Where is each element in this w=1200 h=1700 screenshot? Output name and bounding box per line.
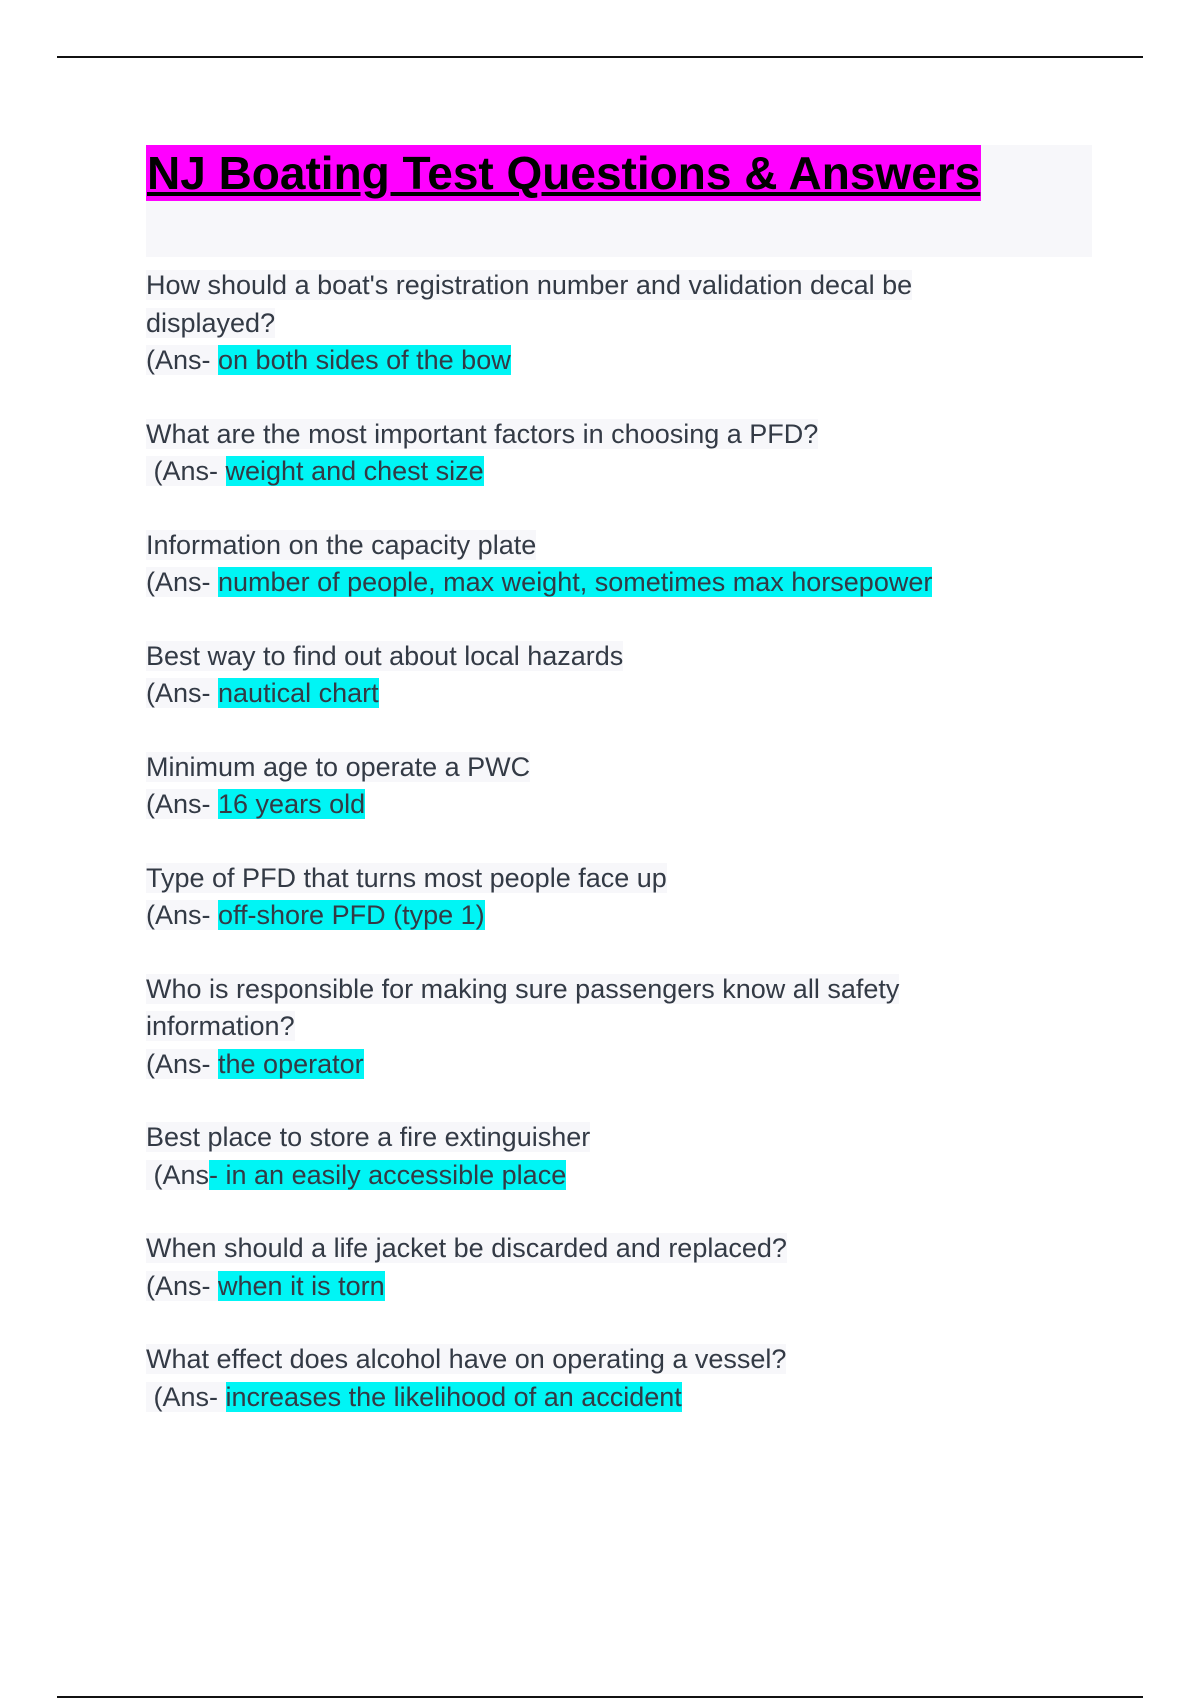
answer-prefix: (Ans- bbox=[146, 567, 219, 597]
answer-prefix: (Ans- bbox=[146, 900, 219, 930]
answer-prefix: (Ans- bbox=[146, 345, 219, 375]
qa-item bbox=[146, 971, 1092, 1084]
document-title: NJ Boating Test Questions & Answers bbox=[147, 147, 981, 199]
question-text: Minimum age to operate a PWC bbox=[146, 751, 531, 782]
question-text: information? bbox=[146, 1011, 295, 1041]
answer-prefix: (Ans- bbox=[146, 1048, 219, 1079]
answer-prefix: (Ans- bbox=[146, 1381, 226, 1412]
question-text: What effect does alcohol have on operating a vessel? bbox=[146, 1344, 787, 1374]
top-rule bbox=[57, 56, 1143, 58]
answer-text: when it is torn bbox=[218, 1270, 385, 1301]
document-body bbox=[146, 145, 1092, 1452]
bottom-rule bbox=[57, 1696, 1143, 1698]
qa-item bbox=[146, 638, 1092, 713]
question-text: When should a life jacket be discarded and replaced? bbox=[146, 1233, 787, 1263]
question-text: How should a boat's registration number and validation decal be bbox=[146, 270, 913, 300]
question-text: Best place to store a fire extinguisher bbox=[146, 1122, 591, 1152]
answer-prefix: (Ans- bbox=[146, 789, 219, 819]
title-block bbox=[146, 145, 1092, 257]
answer-text: increases the likelihood of an accident bbox=[225, 1381, 682, 1412]
answer-text: the operator bbox=[218, 1048, 364, 1079]
qa-item bbox=[146, 267, 1092, 380]
question-text: Who is responsible for making sure passengers know all safety bbox=[146, 973, 900, 1004]
answer-text: nautical chart bbox=[218, 678, 379, 708]
qa-item bbox=[146, 527, 1092, 602]
answer-prefix: (Ans bbox=[146, 1159, 210, 1190]
question-text: Best way to find out about local hazards bbox=[146, 640, 624, 671]
qa-item bbox=[146, 860, 1092, 935]
question-text: What are the most important factors in choosing a PFD? bbox=[146, 418, 819, 449]
answer-text: number of people, max weight, sometimes max horsepower bbox=[218, 567, 933, 597]
answer-text: 16 years old bbox=[218, 789, 366, 819]
answer-text: off-shore PFD (type 1) bbox=[218, 900, 485, 930]
answer-text: on both sides of the bow bbox=[218, 345, 511, 375]
answer-text: - in an easily accessible place bbox=[209, 1159, 567, 1190]
question-text: displayed? bbox=[146, 307, 276, 338]
answer-text: weight and chest size bbox=[225, 456, 484, 486]
question-text: Type of PFD that turns most people face up bbox=[146, 862, 667, 893]
qa-item bbox=[146, 416, 1092, 491]
qa-item bbox=[146, 1230, 1092, 1305]
qa-item bbox=[146, 749, 1092, 824]
qa-item bbox=[146, 1341, 1092, 1416]
qa-item bbox=[146, 1119, 1092, 1194]
answer-prefix: (Ans- bbox=[146, 456, 226, 486]
answer-prefix: (Ans- bbox=[146, 1270, 219, 1301]
question-text: Information on the capacity plate bbox=[146, 529, 537, 560]
answer-prefix: (Ans- bbox=[146, 678, 219, 708]
